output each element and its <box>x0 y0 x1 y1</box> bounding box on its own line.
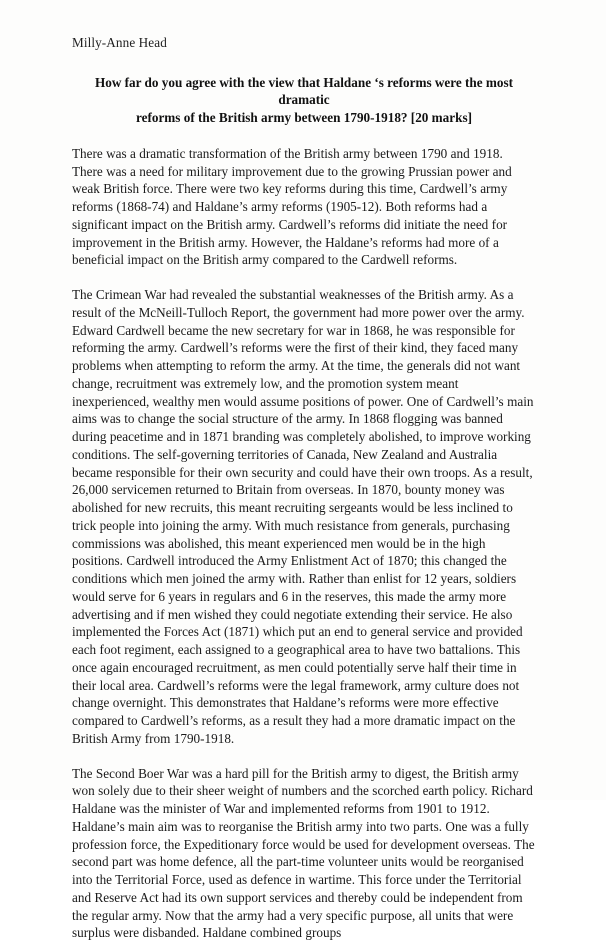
essay-title-line-1: How far do you agree with the view that Haldane ‘s reforms were the most dramatic <box>94 74 514 108</box>
body-paragraph: The Second Boer War was a hard pill for the British army to digest, the British army won solely due to their sheer weight of numbers and the scorched earth policy. Richard Haldane was the minister of War and implemented reforms from 1901 to 1912. Haldane’s main aim was to reorganise the British army into two parts. One was a fully profession force, the Expeditionary force would be used for development overseas. The second part was home defence, all the part-time volunteer units would be reorganised into the Territorial Force, used as defence in wartime. This force under the Territorial and Reserve Act had its own support services and thereby could be independent from the regular army. Now that the army had a very specific purpose, all units that were surplus were disbanded. Haldane combined groups <box>72 765 535 941</box>
body-paragraph: The Crimean War had revealed the substantial weaknesses of the British army. As a result of the McNeill-Tulloch Report, the government had more power over the army. Edward Cardwell became the new secretary for war in 1868, he was responsible for reforming the army. Cardwell’s reforms were the first of their kind, they faced many problems when attempting to reform the army. At the time, the generals did not want change, recruitment was extremely low, and the promotion system meant inexperienced, wealthy men would assume positions of power. One of Cardwell’s main aims was to change the social structure of the army. In 1868 flogging was banned during peacetime and in 1871 branding was completely abolished, to improve working conditions. The self-governing territories of Canada, New Zealand and Australia became responsible for their own security and could have their own troops. As a result, 26,000 servicemen returned to Britain from overseas. In 1870, bounty money was abolished for new recruits, this meant recruiting sergeants would be less inclined to trick people into joining the army. With much resistance from generals, purchasing commissions was abolished, this meant experienced men would be in the high positions. Cardwell introduced the Army Enlistment Act of 1870; this changed the conditions which men joined the army with. Rather than enlist for 12 years, soldiers would serve for 6 years in regulars and 6 in the reserves, this made the army more advertising and if men wished they could negotiate extending their service. He also implemented the Forces Act (1871) which put an end to general service and provided each foot regiment, each assigned to a geographical area to have two battalions. This once again encouraged recruitment, as men could potentially serve half their time in their local area. Cardwell’s reforms were the legal framework, army culture does not change overnight. This demonstrates that Haldane’s reforms were more effective compared to Cardwell’s reforms, as a result they had a more dramatic impact on the British Army from 1790-1918. <box>72 287 534 746</box>
body-paragraph: There was a dramatic transformation of the British army between 1790 and 1918. There was a need for military improvement due to the growing Prussian power and weak British force. There were two key reforms during this time, Cardwell’s army reforms (1868-74) and Haldane’s army reforms (1905-12). Both reforms had a significant impact on the British army. Cardwell’s reforms did initiate the need for improvement in the British army. However, the Haldane’s reforms had more of a beneficial impact on the British army compared to the Cardwell reforms. <box>72 145 512 268</box>
essay-title <box>72 74 536 127</box>
essay-title-line-2: reforms of the British army between 1790-1918? [20 marks] <box>136 110 472 126</box>
author-name-header: Milly-Anne Head <box>72 35 167 50</box>
